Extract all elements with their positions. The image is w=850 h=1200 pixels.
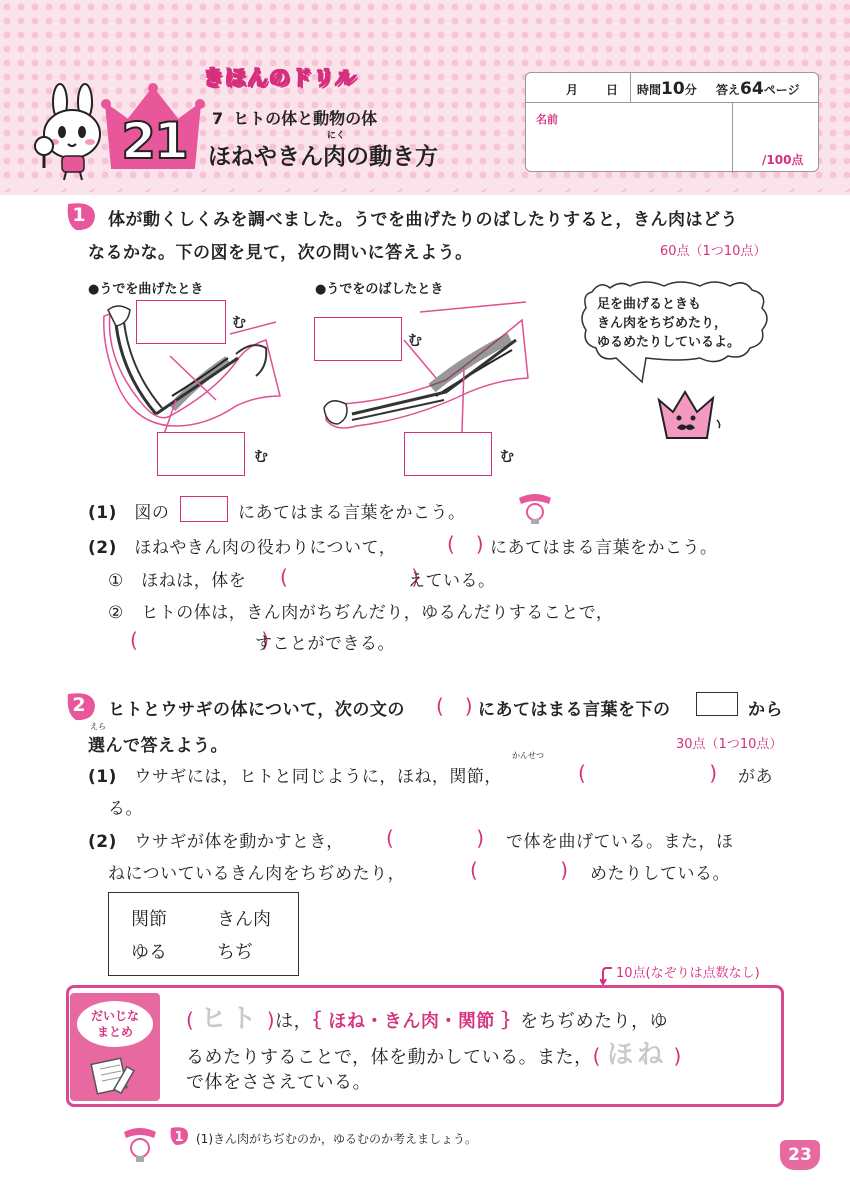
summary-text2: をちぢめたり，ゆ (520, 1011, 669, 1032)
q1-item1 (108, 566, 246, 591)
sub-number: (2) (88, 832, 117, 852)
time-field (637, 79, 697, 99)
info-row (526, 73, 818, 103)
notebook-pencil-icon (90, 1053, 140, 1095)
rabbit-mascot-icon (30, 82, 120, 182)
word-choice-box (108, 892, 299, 976)
lesson-number: 21 (121, 112, 187, 170)
answer-unit: ページ (763, 83, 800, 97)
q2-points: 30点（1つ10点） (676, 737, 783, 752)
straight-arm-answer-box-bottom[interactable] (404, 432, 492, 476)
time-label: 時間 (637, 83, 662, 97)
answer-page: 64 (740, 79, 764, 99)
title-ruby: にく (327, 131, 346, 141)
badge-line: まとめ (96, 1025, 133, 1039)
word-choice: ゆる (131, 942, 167, 963)
date-month-label: 月 (566, 83, 579, 97)
hint-lightbulb-icon (120, 1124, 160, 1164)
muscle-label: む (232, 315, 246, 331)
q2-sub2-line2-post: めたりしている。 (590, 864, 730, 884)
q2-text-line2: 選んで答えよう。 (88, 736, 228, 756)
muscle-label: む (254, 449, 268, 465)
inline-paren-sample: ( ) (436, 694, 474, 718)
q1-item1-post: えている。 (408, 571, 496, 591)
answer-label: 答え (716, 83, 741, 97)
sub-number: (1) (88, 767, 117, 787)
crown-character-icon (655, 386, 725, 446)
q2-sub2-mid: で体を曲げている。また，ほ (506, 832, 734, 852)
hint-lightbulb-icon (515, 490, 555, 526)
item-number: ① (108, 571, 124, 591)
fig1-label: ●うでを曲げたとき (88, 282, 204, 297)
question-number-text: 2 (72, 694, 86, 716)
q2-sub2-line2-pre: ねについているきん肉をちぢめたり， (108, 864, 406, 884)
info-box (525, 72, 819, 172)
bubble-line: 足を曲げるときも (597, 297, 702, 312)
badge-line: だいじな (90, 1009, 139, 1023)
summary-answer2: ほね (607, 1040, 668, 1070)
unit-heading (212, 106, 377, 129)
unit-number: 7 (212, 109, 224, 128)
q2-sub1-answer[interactable]: ( ) (578, 761, 718, 785)
q1-sub2-pre: ほねやきん肉の役わりについて， (134, 538, 397, 558)
summary-line2: るめたりすることで，体を動かしている。また，( ほね ) (186, 1040, 682, 1070)
time-unit: 分 (684, 83, 697, 97)
straight-arm-answer-box-top[interactable] (314, 317, 402, 361)
name-label: 名前 (536, 113, 558, 126)
q1-item2-post: すことができる。 (255, 634, 395, 654)
page-number: 23 (780, 1140, 820, 1170)
q2-sub1 (88, 762, 502, 787)
q1-item1-pre: ほねは，体を (141, 571, 247, 591)
q1-sub2-post: にあてはまる言葉をかこう。 (490, 538, 718, 558)
time-value: 10 (661, 79, 685, 99)
inline-box-sample (180, 496, 228, 522)
q2-text-pre: ヒトとウサギの体について，次の文の (108, 700, 405, 720)
score-label: /100点 (762, 153, 804, 167)
q1-item2-answer[interactable]: ( ) (130, 628, 270, 652)
hint-text: (1)きん肉がちぢむのか，ゆるむのか考えましょう。 (196, 1132, 478, 1146)
answer-field (716, 79, 799, 99)
divider (630, 73, 631, 103)
muscle-label: む (408, 333, 422, 349)
muscle-label: む (500, 449, 514, 465)
ruby-kansetsu: かんせつ (512, 751, 544, 760)
question-number-1 (64, 200, 98, 234)
q2-sub2 (88, 827, 344, 852)
summary-answer1: ヒト (200, 1004, 261, 1034)
sub-number: (2) (88, 538, 117, 558)
bubble-text (597, 295, 772, 352)
drill-label: きほんのドリル (203, 66, 357, 90)
word-choice: きん肉 (217, 909, 271, 930)
q1-item2-text: ヒトの体は，きん肉がちぢんだり，ゆるんだりすることで， (141, 603, 614, 623)
q1-text-line1: 体が動くしくみを調べました。うでを曲げたりのばしたりすると，きん肉はどう (108, 210, 738, 230)
divider (732, 103, 733, 173)
q2-sub2-answer2[interactable]: ( ) (470, 858, 569, 882)
summary-badge (70, 993, 160, 1101)
q2-text-post: から (748, 700, 783, 720)
ruby-erabu: えら (90, 722, 106, 731)
word-choice: 関節 (131, 909, 167, 930)
q1-sub1 (88, 498, 169, 523)
arrow-icon (600, 964, 614, 986)
question-number-text: 1 (72, 204, 86, 226)
question-number-2 (64, 690, 98, 724)
summary-line3: で体をささえている。 (186, 1072, 371, 1093)
summary-badge-bubble (77, 1001, 153, 1047)
fig2-label: ●うでをのばしたとき (315, 282, 444, 297)
inline-paren-sample: ( ) (447, 532, 485, 556)
q2-sub2-answer1[interactable]: ( ) (386, 826, 485, 850)
q1-sub2 (88, 533, 396, 558)
summary-line1: ( ヒト )は，｛ ほね・きん肉・関節 ｝をちぢめたり，ゆ (186, 1004, 669, 1034)
bent-arm-answer-box-top[interactable] (136, 300, 226, 344)
q2-sub2-pre: ウサギが体を動かすとき， (134, 832, 344, 852)
bubble-line: ゆるめたりしているよ。 (597, 335, 741, 350)
q1-item2 (108, 598, 613, 623)
bent-arm-answer-box-bottom[interactable] (157, 432, 245, 476)
q1-item1-answer[interactable]: ( ) (280, 565, 420, 589)
q2-sub1-post: があ (738, 767, 773, 787)
q1-points: 60点（1つ10点） (660, 244, 767, 259)
lesson-title: ほねやきん肉の動き方 (208, 144, 438, 170)
sub-number: (1) (88, 503, 117, 523)
q1-text-line2: なるかな。下の図を見て，次の問いに答えよう。 (88, 243, 473, 263)
summary-line2-pre: るめたりすることで，体を動かしている。また， (186, 1047, 593, 1068)
unit-title: ヒトの体と動物の体 (233, 109, 378, 128)
inline-box-sample (696, 692, 738, 716)
word-choice: ちぢ (217, 942, 253, 963)
date-day-label: 日 (606, 83, 619, 97)
item-number: ② (108, 603, 124, 623)
summary-text1: は， (275, 1011, 313, 1032)
hint-number: 1 (174, 1130, 184, 1145)
q1-sub1-post: にあてはまる言葉をかこう。 (238, 503, 466, 523)
bubble-line: きん肉をちぢめたり， (597, 316, 728, 331)
q2-sub1-line2: る。 (108, 799, 143, 819)
hint-number-badge-icon (168, 1125, 190, 1147)
summary-points: 10点(なぞりは点数なし) (616, 966, 760, 981)
q2-text-mid: にあてはまる言葉を下の (478, 700, 671, 720)
summary-choices[interactable]: ｛ ほね・きん肉・関節 ｝ (312, 1011, 521, 1032)
q1-sub1-pre: 図の (134, 503, 170, 523)
q2-sub1-pre: ウサギには，ヒトと同じように，ほね，関節， (134, 767, 502, 787)
